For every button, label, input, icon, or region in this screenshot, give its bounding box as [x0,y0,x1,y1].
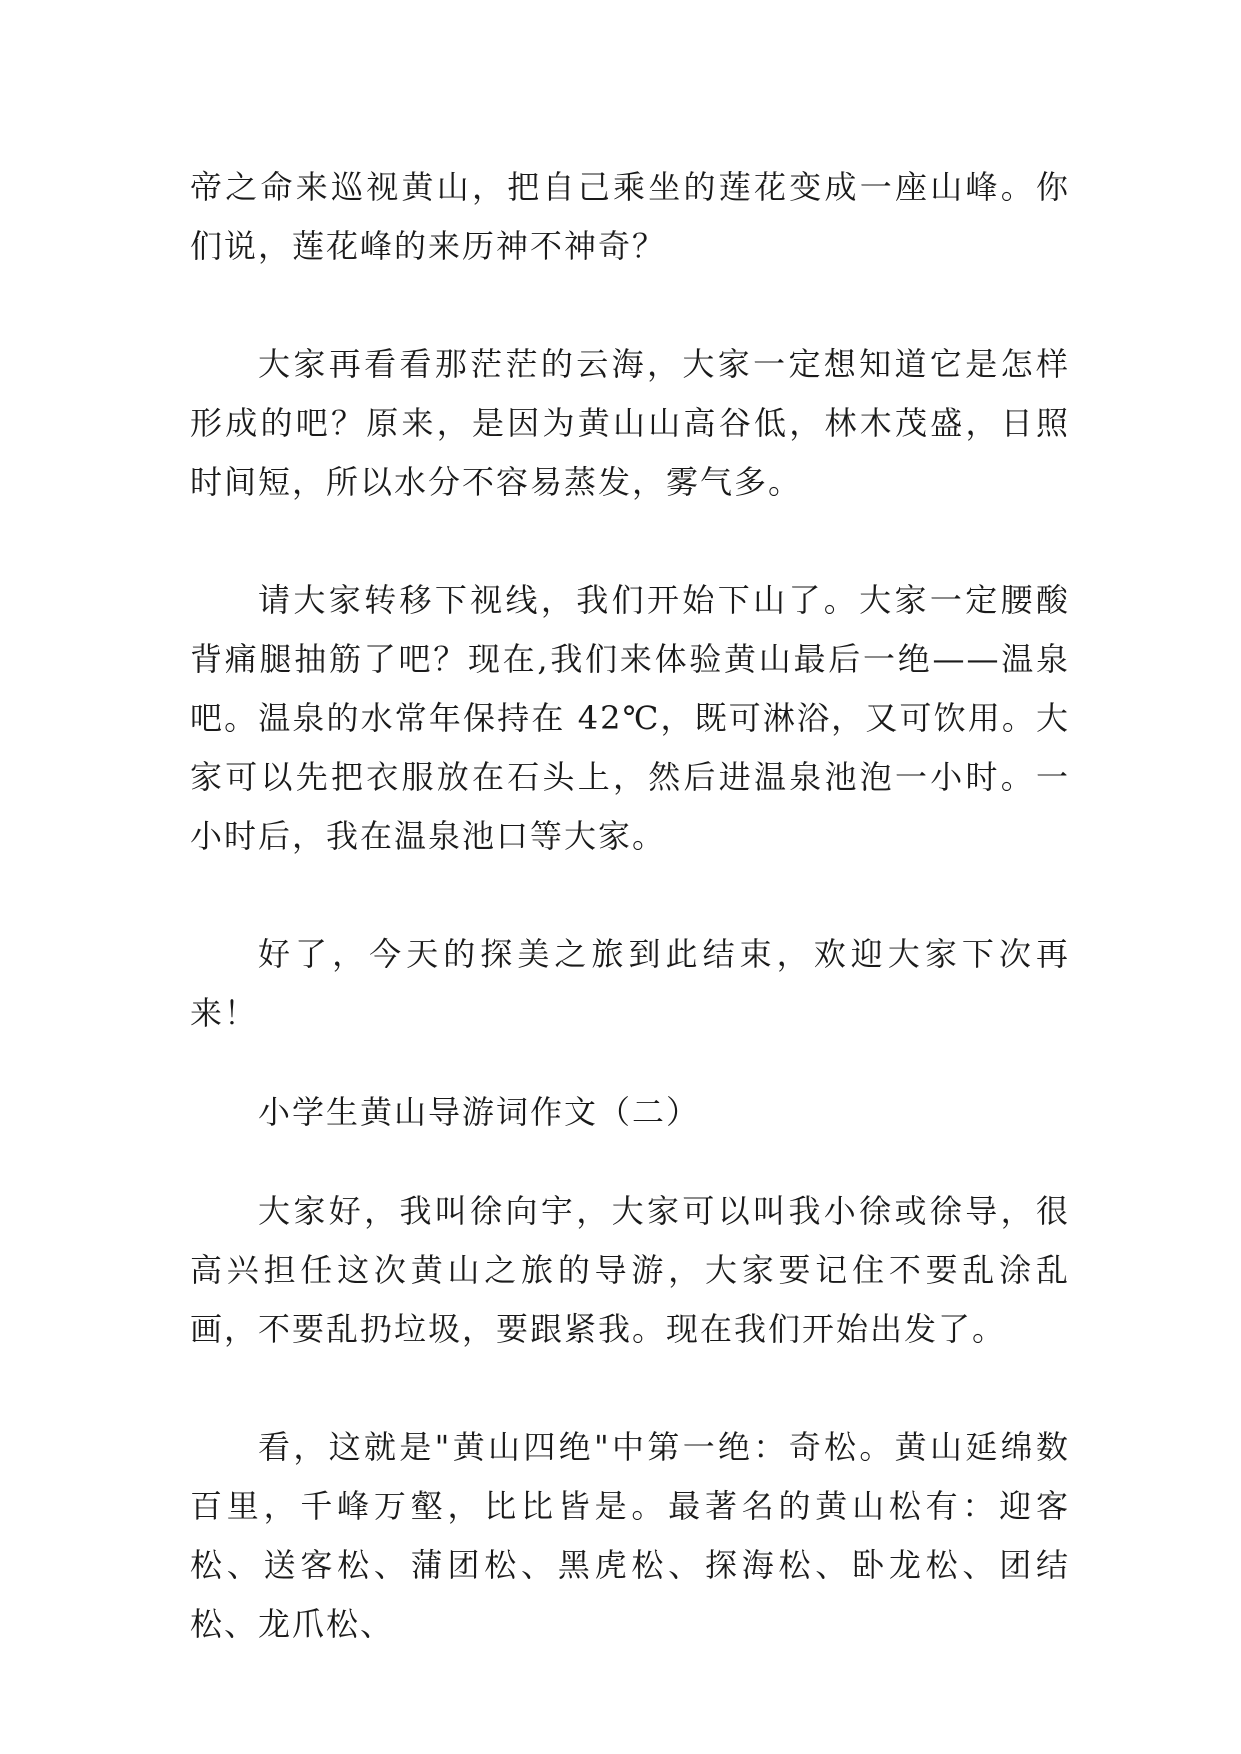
text-line: 说，莲花峰的来历神不神奇？ [224,227,667,265]
paragraph-farewell [190,925,1070,1043]
text-line: 兴担任这次黄山之旅的导游，大家要记住不要乱涂乱画，不 [190,1251,1070,1348]
heading-text: 小学生黄山导游词作文（二） [258,1093,701,1131]
text-line: 帝之命来巡视黄山，把自己乘坐的莲花变成一座山峰。你们 [190,168,1070,265]
paragraph-hot-spring [190,571,1070,866]
text-line: 大家好，我叫徐向宇，大家可以叫我小徐或徐导，很高 [190,1192,1070,1289]
section-heading [190,1083,1070,1142]
text-line: 先把衣服放在石头上，然后进温泉池泡一小时。一小时后， [190,758,1070,855]
text-line: 成的吧？原来，是因为黄山山高谷低，林木茂盛，日照时间 [190,404,1070,501]
paragraph-cloud-sea [190,335,1070,512]
text-line: 痛腿抽筋了吧？现在,我们来体验黄山最后一绝——温泉吧。 [190,640,1070,737]
text-line: 看，这就是"黄山四绝"中第一绝：奇松。黄山延绵数百 [190,1428,1070,1525]
text-line: 客松、蒲团松、黑虎松、探海松、卧龙松、团结松、龙爪松、 [190,1546,1070,1643]
text-line: 里，千峰万壑，比比皆是。最著名的黄山松有：迎客松、送 [190,1487,1070,1584]
body-text [190,158,1070,1713]
paragraph-lotus-peak-ending [190,158,1070,276]
paragraph-greeting [190,1182,1070,1359]
text-line: 要乱扔垃圾，要跟紧我。现在我们开始出发了。 [292,1310,1007,1348]
paragraph-pines [190,1418,1070,1654]
text-line: 请大家转移下视线，我们开始下山了。大家一定腰酸背 [190,581,1070,678]
text-line: 短，所以水分不容易蒸发，雾气多。 [258,463,803,501]
text-line: 好了，今天的探美之旅到此结束，欢迎大家下次再来！ [190,935,1070,1032]
text-line: 温泉的水常年保持在 42℃，既可淋浴，又可饮用。大家可以 [190,699,1070,796]
text-line: 我在温泉池口等大家。 [326,817,667,855]
text-line: 大家再看看那茫茫的云海，大家一定想知道它是怎样形 [190,345,1070,442]
